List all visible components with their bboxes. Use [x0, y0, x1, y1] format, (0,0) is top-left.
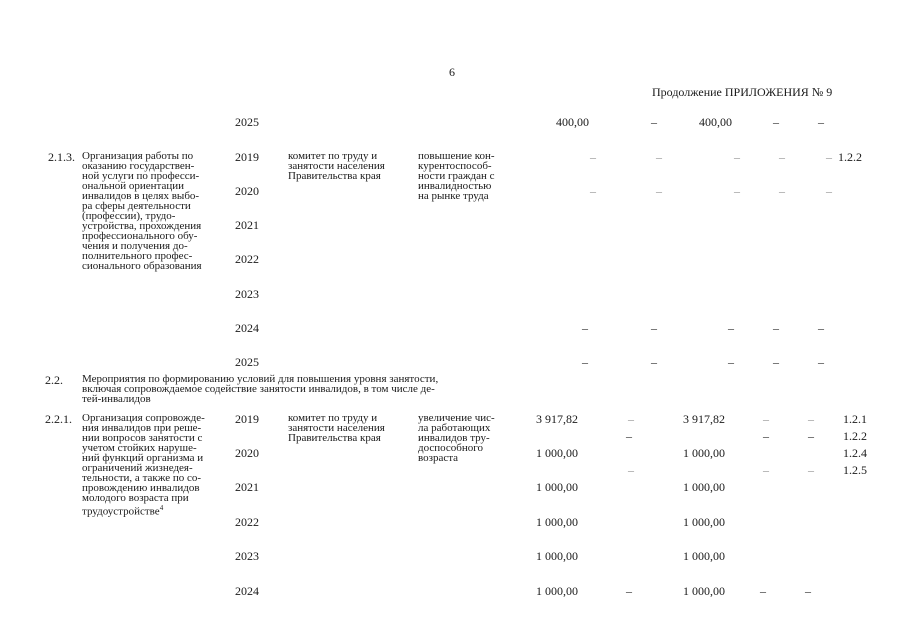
total-value: 1 000,00	[536, 584, 578, 598]
regional-value: 1 000,00	[683, 515, 725, 529]
reference-number: 1.2.2	[843, 429, 867, 443]
year-cell: 2023	[235, 287, 259, 301]
dash-cell: –	[628, 463, 634, 477]
dash-cell: –	[763, 412, 769, 426]
dash-cell: –	[818, 321, 824, 335]
dash-cell: –	[818, 115, 824, 129]
dash-cell: –	[773, 355, 779, 369]
dash-cell: –	[582, 321, 588, 335]
continuation-label: Продолжение ПРИЛОЖЕНИЯ № 9	[652, 85, 833, 99]
dash-cell: –	[626, 584, 632, 598]
dash-cell: –	[763, 429, 769, 443]
item-title: Организация сопровожде- ния инвалидов при реше- нии вопросов занятости с учетом стойких наруше- ний функций организма и ограничений жизнедея- тельности, а также по со- провождению инвалидов молодого возраста при трудоустройстве$^4$	[82, 412, 205, 518]
dash-cell: –	[818, 355, 824, 369]
item-number: 2.2.1.	[45, 412, 72, 426]
dash-cell: –	[779, 150, 785, 164]
reference-number: 1.2.4	[843, 446, 867, 460]
dash-cell: –	[773, 115, 779, 129]
dash-cell: –	[626, 429, 632, 443]
year-cell: 2022	[235, 252, 259, 266]
year-cell: 2025	[235, 115, 259, 129]
total-value: 400,00	[556, 115, 589, 129]
section-title: Мероприятия по формированию условий для повышения уровня занятости, включая сопровождаемое содействие занятости инвалидов, в том числе де- тей-инвалидов	[82, 373, 439, 405]
dash-cell: –	[728, 355, 734, 369]
year-cell: 2020	[235, 184, 259, 198]
dash-cell: –	[826, 150, 832, 164]
dash-cell: –	[582, 355, 588, 369]
reference-number: 1.2.1	[843, 412, 867, 426]
year-cell: 2019	[235, 412, 259, 426]
dash-cell: –	[628, 412, 634, 426]
executor: комитет по труду и занятости населения Правительства края	[288, 412, 385, 444]
dash-cell: –	[773, 321, 779, 335]
dash-cell: –	[590, 150, 596, 164]
dash-cell: –	[808, 429, 814, 443]
regional-value: 1 000,00	[683, 549, 725, 563]
dash-cell: –	[779, 184, 785, 198]
total-value: 1 000,00	[536, 515, 578, 529]
reference-number: 1.2.2	[838, 150, 862, 164]
dash-cell: –	[656, 150, 662, 164]
dash-cell: –	[734, 150, 740, 164]
dash-cell: –	[651, 115, 657, 129]
year-cell: 2023	[235, 549, 259, 563]
total-value: 1 000,00	[536, 549, 578, 563]
section-number: 2.2.	[45, 373, 63, 387]
expected-result: повышение кон- курентоспособ- ности граждан с инвалидностью на рынке труда	[418, 150, 495, 202]
page-number: 6	[449, 65, 455, 79]
dash-cell: –	[656, 184, 662, 198]
dash-cell: –	[808, 463, 814, 477]
total-value: 1 000,00	[536, 446, 578, 460]
regional-value: 1 000,00	[683, 446, 725, 460]
item-title: Организация работы по оказанию государствен- ной услуги по професси- ональной ориентации инвалидов в целях выбо- ра сферы деятельности (профессии), трудо- устройства, прохождения профессионального обу- чения и получения до- полнительного профес- сионального образования	[82, 150, 202, 272]
year-cell: 2022	[235, 515, 259, 529]
dash-cell: –	[805, 584, 811, 598]
year-cell: 2025	[235, 355, 259, 369]
expected-result: увеличение чис- ла работающих инвалидов тру- доспособного возраста	[418, 412, 495, 464]
dash-cell: –	[760, 584, 766, 598]
year-cell: 2021	[235, 480, 259, 494]
dash-cell: –	[808, 412, 814, 426]
regional-value: 1 000,00	[683, 584, 725, 598]
regional-value: 1 000,00	[683, 480, 725, 494]
year-cell: 2019	[235, 150, 259, 164]
total-value: 3 917,82	[536, 412, 578, 426]
dash-cell: –	[826, 184, 832, 198]
dash-cell: –	[651, 321, 657, 335]
dash-cell: –	[728, 321, 734, 335]
dash-cell: –	[734, 184, 740, 198]
reference-number: 1.2.5	[843, 463, 867, 477]
year-cell: 2020	[235, 446, 259, 460]
dash-cell: –	[651, 355, 657, 369]
regional-value: 3 917,82	[683, 412, 725, 426]
footnote-marker: 4	[159, 504, 164, 512]
year-cell: 2024	[235, 584, 259, 598]
regional-value: 400,00	[699, 115, 732, 129]
executor: комитет по труду и занятости населения Правительства края	[288, 150, 385, 182]
dash-cell: –	[590, 184, 596, 198]
year-cell: 2021	[235, 218, 259, 232]
item-number: 2.1.3.	[48, 150, 75, 164]
year-cell: 2024	[235, 321, 259, 335]
total-value: 1 000,00	[536, 480, 578, 494]
dash-cell: –	[763, 463, 769, 477]
